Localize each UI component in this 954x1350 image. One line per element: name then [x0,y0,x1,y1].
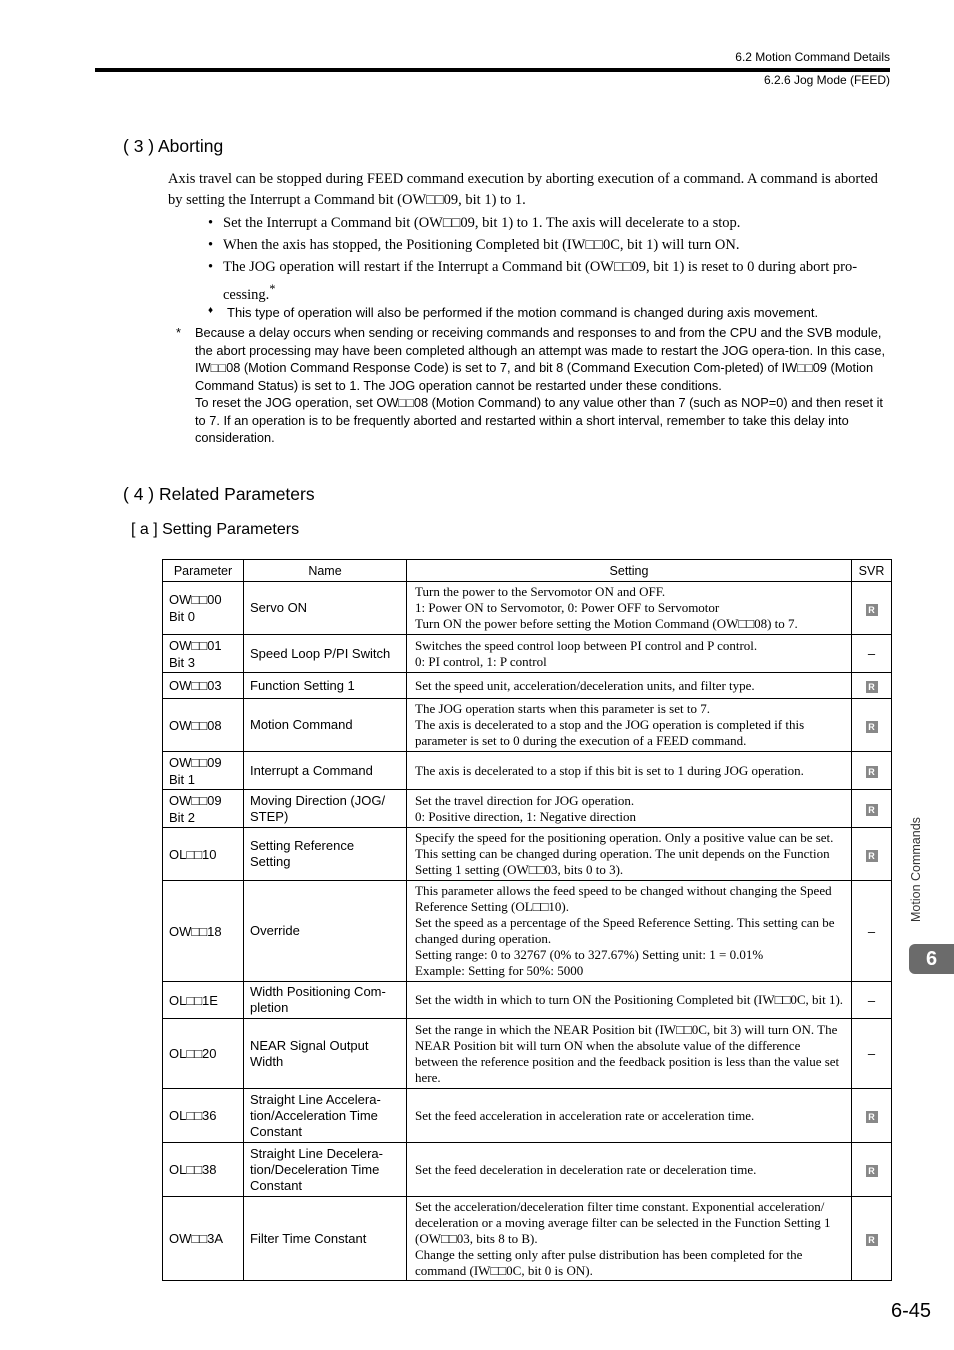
setting-cell: Set the feed acceleration in acceleration rate or acceleration time. [407,1089,852,1143]
svr-r-icon: R [866,850,878,862]
svr-cell [852,881,892,982]
aborting-heading: ( 3 ) Aborting [123,136,224,156]
footnote [176,324,894,447]
svr-dash: – [867,923,876,939]
param-cell: OW□□18 [163,881,244,982]
svr-cell [852,673,892,699]
table-row [163,1143,892,1197]
name-cell: Interrupt a Command [244,752,407,790]
name-cell: Moving Direction (JOG/ STEP) [244,790,407,828]
svr-r-icon: R [866,766,878,778]
table-header-row [163,560,892,582]
header-section: 6.2 Motion Command Details [735,50,890,64]
setting-cell: Switches the speed control loop between PI control and P control. 0: PI control, 1: P control [407,635,852,673]
table-row [163,982,892,1019]
svr-cell [852,828,892,881]
svr-dash: – [867,646,876,661]
column-header: Parameter [163,560,244,582]
name-cell: Servo ON [244,582,407,635]
name-cell: NEAR Signal Output Width [244,1019,407,1089]
setting-cell: This parameter allows the feed speed to be changed without changing the Speed Reference Setting (OL□□10). Set the speed as a percentage of the Speed Reference Setting. This setting can be changed during operation. Setting range: 0 to 32767 (0% to 327.67%) Setting unit: 1 = 0.01% Example: Setting for 50%: 5000 [407,881,852,982]
parameters-table [162,559,892,1281]
name-cell: Straight Line Decelera- tion/Deceleration Time Constant [244,1143,407,1197]
svr-cell [852,1089,892,1143]
table-row [163,1019,892,1089]
svr-cell [852,982,892,1019]
note-text: This type of operation will also be performed if the motion command is changed during axis movement. [227,305,819,320]
note [208,305,911,320]
table-row [163,635,892,673]
column-header: Name [244,560,407,582]
param-cell: OW□□3A [163,1197,244,1281]
footnote-text-2: To reset the JOG operation, set OW□□08 (Motion Command) to any value other than 7 (such as NOP=0) and then reset it to 7. If an operation is to be frequently aborted and restarted within a short interval, remember to take this delay into consideration. [195,395,883,445]
svr-cell [852,752,892,790]
related-heading: ( 4 ) Related Parameters [123,484,315,504]
table-row [163,752,892,790]
setting-cell: Set the feed deceleration in deceleration rate or deceleration time. [407,1143,852,1197]
name-cell: Setting Reference Setting [244,828,407,881]
param-cell: OW□□03 [163,673,244,699]
svr-cell [852,1019,892,1089]
bullet-item: • When the axis has stopped, the Positioning Completed bit (IW□□0C, bit 1) will turn ON. [208,234,892,256]
setting-cell: Turn the power to the Servomotor ON and OFF. 1: Power ON to Servomotor, 0: Power OFF to Servomotor Turn ON the power before setting the Motion Command (OW□□08) to 7. [407,582,852,635]
footnote-ref: * [269,282,276,296]
param-cell: OW□□09 Bit 1 [163,752,244,790]
svr-cell [852,635,892,673]
svr-cell [852,790,892,828]
svr-cell [852,582,892,635]
svr-r-icon: R [866,1234,878,1246]
table-row [163,881,892,982]
table-row [163,699,892,752]
param-cell: OW□□08 [163,699,244,752]
svr-r-icon: R [866,721,878,733]
name-cell: Straight Line Accelera- tion/Acceleration Time Constant [244,1089,407,1143]
footnote-mark: * [176,325,181,340]
svr-r-icon: R [866,681,878,693]
column-header: SVR [852,560,892,582]
param-cell: OL□□10 [163,828,244,881]
param-cell: OW□□09 Bit 2 [163,790,244,828]
name-cell: Motion Command [244,699,407,752]
svr-cell [852,699,892,752]
header-subsection: 6.2.6 Jog Mode (FEED) [763,73,890,87]
diamond-bullet-icon: ♦ [208,305,214,316]
bullet-item: • The JOG operation will restart if the Interrupt a Command bit (OW□□09, bit 1) is reset to 0 during abort pro-cessing.* [208,256,892,306]
table-row [163,790,892,828]
footnote-text-1: Because a delay occurs when sending or receiving commands and responses to and from the CPU and the SVB module, the abort processing may have been completed although an attempt was made to restart the JOG opera-tion. In this case, IW□□08 (Motion Command Response Code) is set to 7, and bit 8 (Command Execution Com-pleted) of IW□□09 (Motion Command Status) is set to 1. The JOG operation cannot be restarted under these conditions. [195,325,885,393]
param-cell: OW□□00 Bit 0 [163,582,244,635]
name-cell: Width Positioning Com- pletion [244,982,407,1019]
svr-dash: – [867,1046,876,1061]
setting-cell: Set the width in which to turn ON the Positioning Completed bit (IW□□0C, bit 1). [407,982,852,1019]
aborting-bullets [208,212,892,306]
setting-cell: Set the travel direction for JOG operation. 0: Positive direction, 1: Negative direction [407,790,852,828]
table-row [163,828,892,881]
svr-dash: – [867,992,876,1008]
page-number: 6-45 [890,1300,931,1322]
table-row [163,673,892,699]
svr-r-icon: R [866,1111,878,1123]
name-cell: Speed Loop P/PI Switch [244,635,407,673]
header-rule [95,68,890,72]
column-header: Setting [407,560,852,582]
svr-r-icon: R [866,604,878,616]
svr-cell [852,1197,892,1281]
param-cell: OL□□1E [163,982,244,1019]
setting-cell: The axis is decelerated to a stop if this bit is set to 1 during JOG operation. [407,752,852,790]
aborting-paragraph: Axis travel can be stopped during FEED command execution by aborting execution of a command. A command is aborted by setting the Interrupt a Command bit (OW□□09, bit 1) to 1. [168,171,878,208]
bullet-item: • Set the Interrupt a Command bit (OW□□09, bit 1) to 1. The axis will decelerate to a stop. [208,212,892,234]
setting-parameters-heading: [ a ] Setting Parameters [131,521,300,538]
table-row [163,582,892,635]
setting-cell: Set the range in which the NEAR Position bit (IW□□0C, bit 3) will turn ON. The NEAR Position bit will turn ON when the absolute value of the difference between the reference position and the feedback position is less than the value set here. [407,1019,852,1089]
param-cell: OW□□01 Bit 3 [163,635,244,673]
table-row [163,1089,892,1143]
svr-cell [852,1143,892,1197]
name-cell: Override [244,881,407,982]
table-row [163,1197,892,1281]
setting-cell: Set the acceleration/deceleration filter time constant. Exponential acceleration/ deceleration or a moving average filter can be selected in the Function Setting 1 (OW□□03, bits 8 to B). Change the setting only after pulse distribution has been completed for the command (IW□□0C, bit 0 is ON). [407,1197,852,1281]
setting-cell: Specify the speed for the positioning operation. Only a positive value can be set. This setting can be changed during operation. The unit depends on the Function Setting 1 setting (OW□□03, bits 0 to 3). [407,828,852,881]
chapter-tab: 6 [909,944,954,974]
side-tab-label: Motion Commands [909,817,923,922]
name-cell: Filter Time Constant [244,1197,407,1281]
param-cell: OL□□20 [163,1019,244,1089]
param-cell: OL□□38 [163,1143,244,1197]
svr-r-icon: R [866,1165,878,1177]
name-cell: Function Setting 1 [244,673,407,699]
svr-r-icon: R [866,804,878,816]
setting-cell: Set the speed unit, acceleration/deceleration units, and filter type. [407,673,852,699]
setting-cell: The JOG operation starts when this parameter is set to 7. The axis is decelerated to a stop and the JOG operation is completed if this parameter is set to 0 during the execution of a FEED command. [407,699,852,752]
param-cell: OL□□36 [163,1089,244,1143]
